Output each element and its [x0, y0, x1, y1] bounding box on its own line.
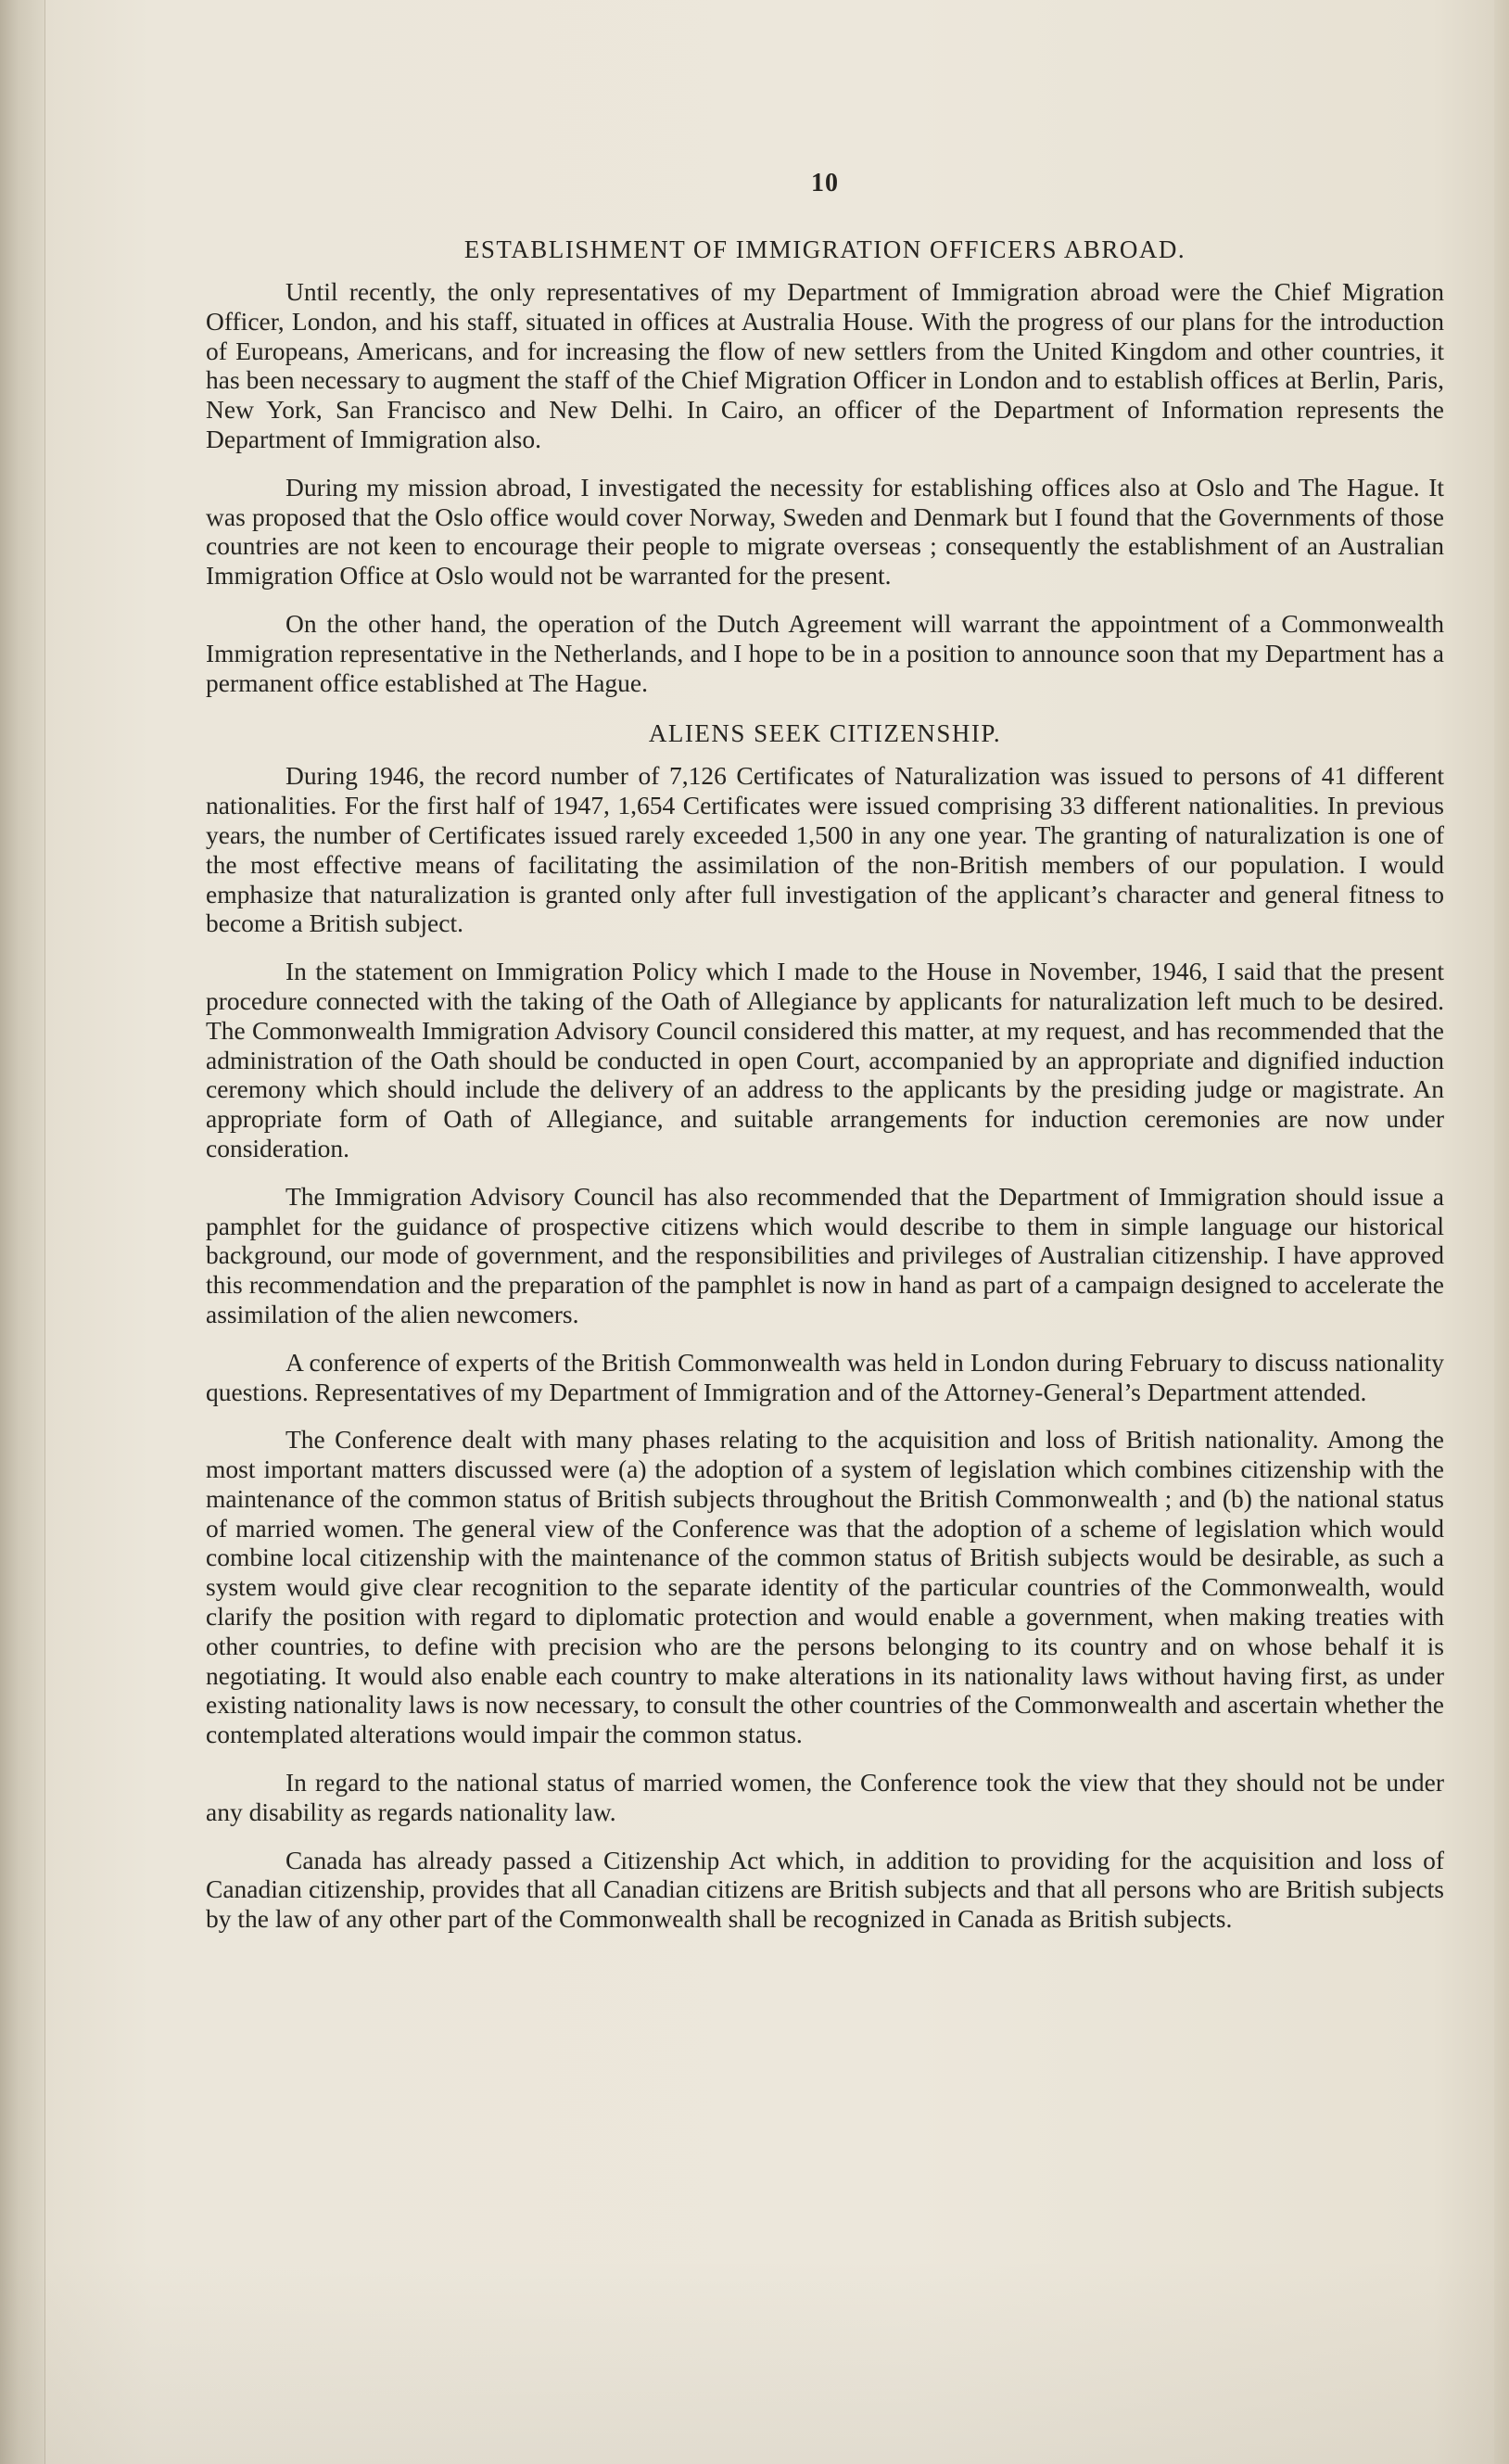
page-edge — [1494, 0, 1509, 2464]
section-aliens-citizenship — [206, 719, 1444, 1934]
paragraph: During 1946, the record number of 7,126 Certificates of Naturalization was issued to persons of 41 different nationalities. For the first half of 1947, 1,654 Certificates were issued comprising 33 different nationalities. In previous years, the number of Certificates issued rarely exceeded 1,500 in any one year. The granting of naturalization is one of the most effective means of facilitating the assimilation of the non-British members of our population. I would emphasize that naturalization is granted only after full investigation of the applicant’s character and general fitness to become a British subject. — [206, 761, 1444, 938]
page-number: 10 — [811, 169, 839, 197]
paragraph: The Conference dealt with many phases relating to the acquisition and loss of British nationality. Among the most important matters discussed were (a) the adoption of a system of legislation which combines citizenship with the maintenance of the common status of British subjects throughout the British Commonwealth ; and (b) the national status of married women. The general view of the Conference was that the adoption of a scheme of legislation which would combine local citizenship with the maintenance of the common status of British subjects would be desirable, as such a system would give clear recognition to the separate identity of the particular countries of the Commonwealth, would clarify the position with regard to diplomatic protection and would enable a government, when making treaties with other countries, to define with precision who are the persons belonging to its country and on whose behalf it is negotiating. It would also enable each country to make alterations in its nationality laws without having first, as under existing nationality laws is now necessary, to consult the other countries of the Commonwealth and ascertain whether the contemplated alterations would impair the common status. — [206, 1425, 1444, 1749]
page-content — [206, 169, 1444, 1952]
paragraph: During my mission abroad, I investigated the necessity for establishing offices also at Oslo and The Hague. It was proposed that the Oslo office would cover Norway, Sweden and Denmark but I found that the Governments of those countries are not keen to encourage their people to migrate overseas ; consequently the establishment of an Australian Immigration Office at Oslo would not be warranted for the present. — [206, 472, 1444, 591]
paragraph: A conference of experts of the British Commonwealth was held in London during February to discuss nationality questions. Representatives of my Department of Immigration and of the Attorney-General’s Department attended. — [206, 1347, 1444, 1406]
paragraph: The Immigration Advisory Council has also recommended that the Department of Immigration should issue a pamphlet for the guidance of prospective citizens which would describe to them in simple language our historical background, our mode of government, and the responsibilities and privileges of Australian citizenship. I have approved this recommendation and the preparation of the pamphlet is now in hand as part of a campaign designed to accelerate the assimilation of the alien newcomers. — [206, 1181, 1444, 1328]
binding-spine — [0, 0, 45, 2464]
paragraph: On the other hand, the operation of the Dutch Agreement will warrant the appointment of a Commonwealth Immigration representative in the Netherlands, and I hope to be in a position to announce soon that my Department has a permanent office established at The Hague. — [206, 608, 1444, 697]
paragraph: Canada has already passed a Citizenship Act which, in addition to providing for the acquisition and loss of Canadian citizenship, provides that all Canadian citizens are British subjects and that all persons who are British subjects by the law of any other part of the Commonwealth shall be recognized in Canada as British subjects. — [206, 1845, 1444, 1934]
section-immigration-officers — [206, 235, 1444, 697]
section-heading: ALIENS SEEK CITIZENSHIP. — [648, 719, 1002, 748]
page-shading — [0, 2260, 1509, 2464]
section-heading: ESTABLISHMENT OF IMMIGRATION OFFICERS ABROAD. — [463, 235, 1186, 263]
paragraph: Until recently, the only representatives of my Department of Immigration abroad were the Chief Migration Officer, London, and his staff, situated in offices at Australia House. With the progress of our plans for the introduction of Europeans, Americans, and for increasing the flow of new settlers from the United Kingdom and other countries, it has been necessary to augment the staff of the Chief Migration Officer in London and to establish offices at Berlin, Paris, New York, San Francisco and New Delhi. In Cairo, an officer of the Department of Information represents the Department of Immigration also. — [206, 277, 1444, 453]
paragraph: In regard to the national status of married women, the Conference took the view that they should not be under any disability as regards nationality law. — [206, 1768, 1444, 1826]
paragraph: In the statement on Immigration Policy which I made to the House in November, 1946, I said that the present procedure connected with the taking of the Oath of Allegiance by applicants for naturalization left much to be desired. The Commonwealth Immigration Advisory Council considered this matter, at my request, and has recommended that the administration of the Oath should be conducted in open Court, accompanied by an appropriate and dignified induction ceremony which should include the delivery of an address to the applicants by the presiding judge or magistrate. An appropriate form of Oath of Allegiance, and suitable arrangements for induction ceremonies are now under consideration. — [206, 957, 1444, 1162]
